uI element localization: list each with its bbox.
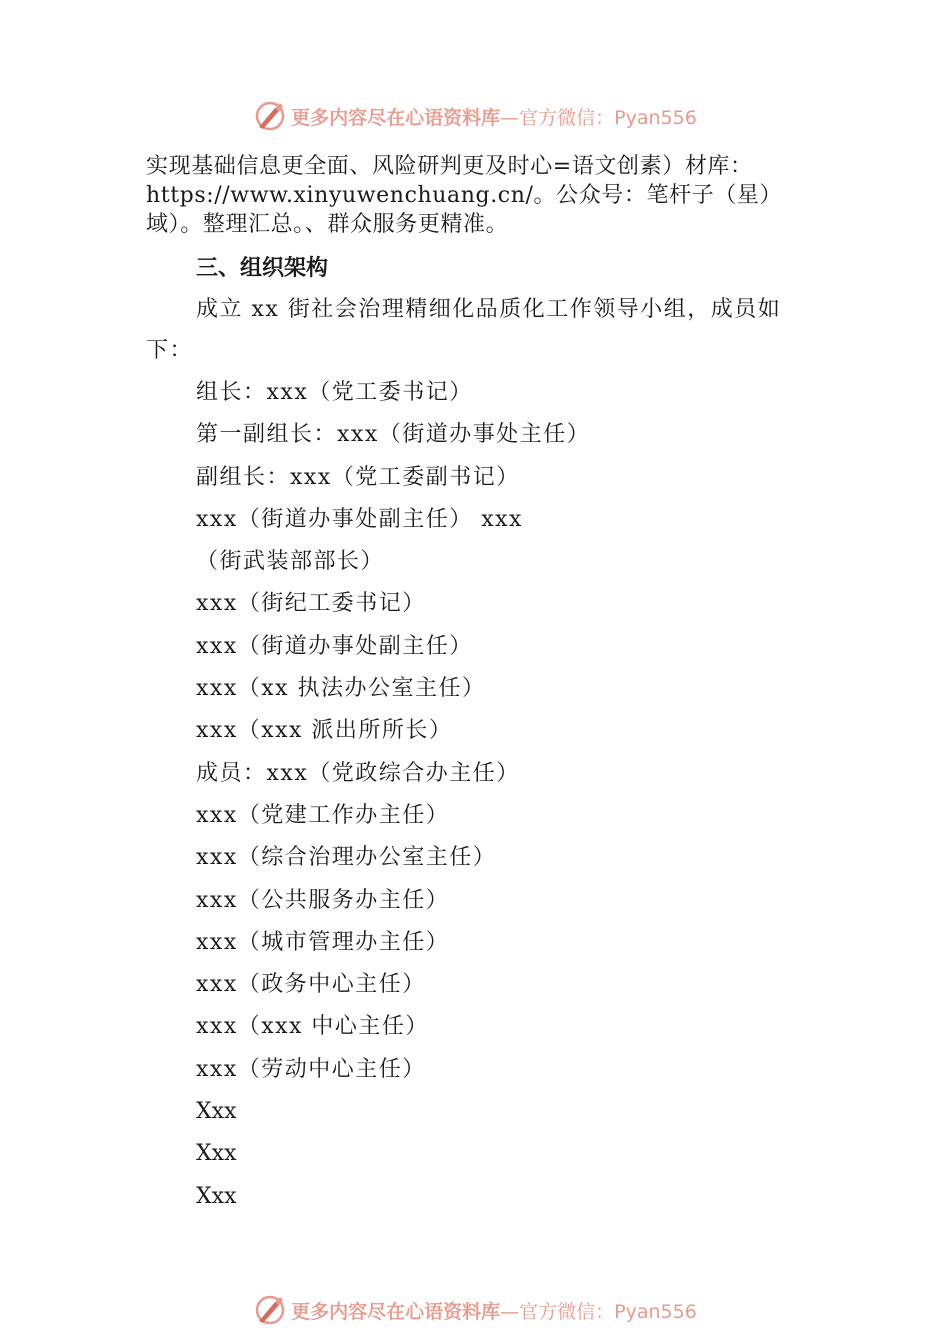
watermark-footer (0, 1290, 950, 1330)
watermark-sub-text: —官方微信：Pyan556 (500, 1300, 697, 1323)
member-line: Xxx (196, 1141, 237, 1167)
member-line: xxx（xxx 派出所所长） (196, 718, 453, 744)
member-line: Xxx (196, 1183, 237, 1209)
section-heading: 三、组织架构 (196, 256, 329, 281)
member-line: 成员：xxx（党政综合办主任） (196, 760, 520, 786)
member-line: 副组长：xxx（党工委副书记） (196, 464, 520, 490)
member-line: xxx（xx 执法办公室主任） (196, 676, 486, 702)
member-line: xxx（街道办事处副主任） (196, 633, 473, 659)
paragraph-top: 实现基础信息更全面、风险研判更及时心=语文创素）材库：https://www.xinyuwenchuang.cn/。公众号：笔杆子（星）域）。整理汇总。、群众服务更精准。 (146, 154, 783, 237)
member-line: 组长：xxx（党工委书记） (196, 380, 473, 405)
member-line: xxx（城市管理办主任） (196, 929, 450, 955)
pen-logo-icon (253, 99, 287, 133)
member-line: xxx（街道办事处副主任） xxx (196, 506, 523, 532)
member-line: xxx（党建工作办主任） (196, 802, 450, 828)
watermark-main-text: 更多内容尽在心语资料库 (291, 1300, 501, 1323)
member-line: xxx（劳动中心主任） (196, 1056, 426, 1082)
intro-paragraph: 成立 xx 街社会治理精细化品质化工作领导小组，成员如下： (146, 297, 782, 363)
member-line: xxx（综合治理办公室主任） (196, 845, 497, 871)
document-body (146, 152, 806, 1218)
member-line: xxx（公共服务办主任） (196, 887, 450, 913)
watermark-header (0, 96, 950, 136)
watermark-sub-text: —官方微信：Pyan556 (500, 106, 697, 129)
member-line: （街武装部部长） (196, 549, 385, 575)
member-line: xxx（政务中心主任） (196, 972, 426, 998)
pen-logo-icon (253, 1293, 287, 1327)
member-line: xxx（街纪工委书记） (196, 591, 426, 617)
member-line: Xxx (196, 1099, 237, 1125)
member-line: xxx（xxx 中心主任） (196, 1014, 429, 1040)
member-list (146, 372, 806, 1218)
watermark-main-text: 更多内容尽在心语资料库 (291, 106, 501, 129)
member-line: 第一副组长：xxx（街道办事处主任） (196, 422, 591, 448)
